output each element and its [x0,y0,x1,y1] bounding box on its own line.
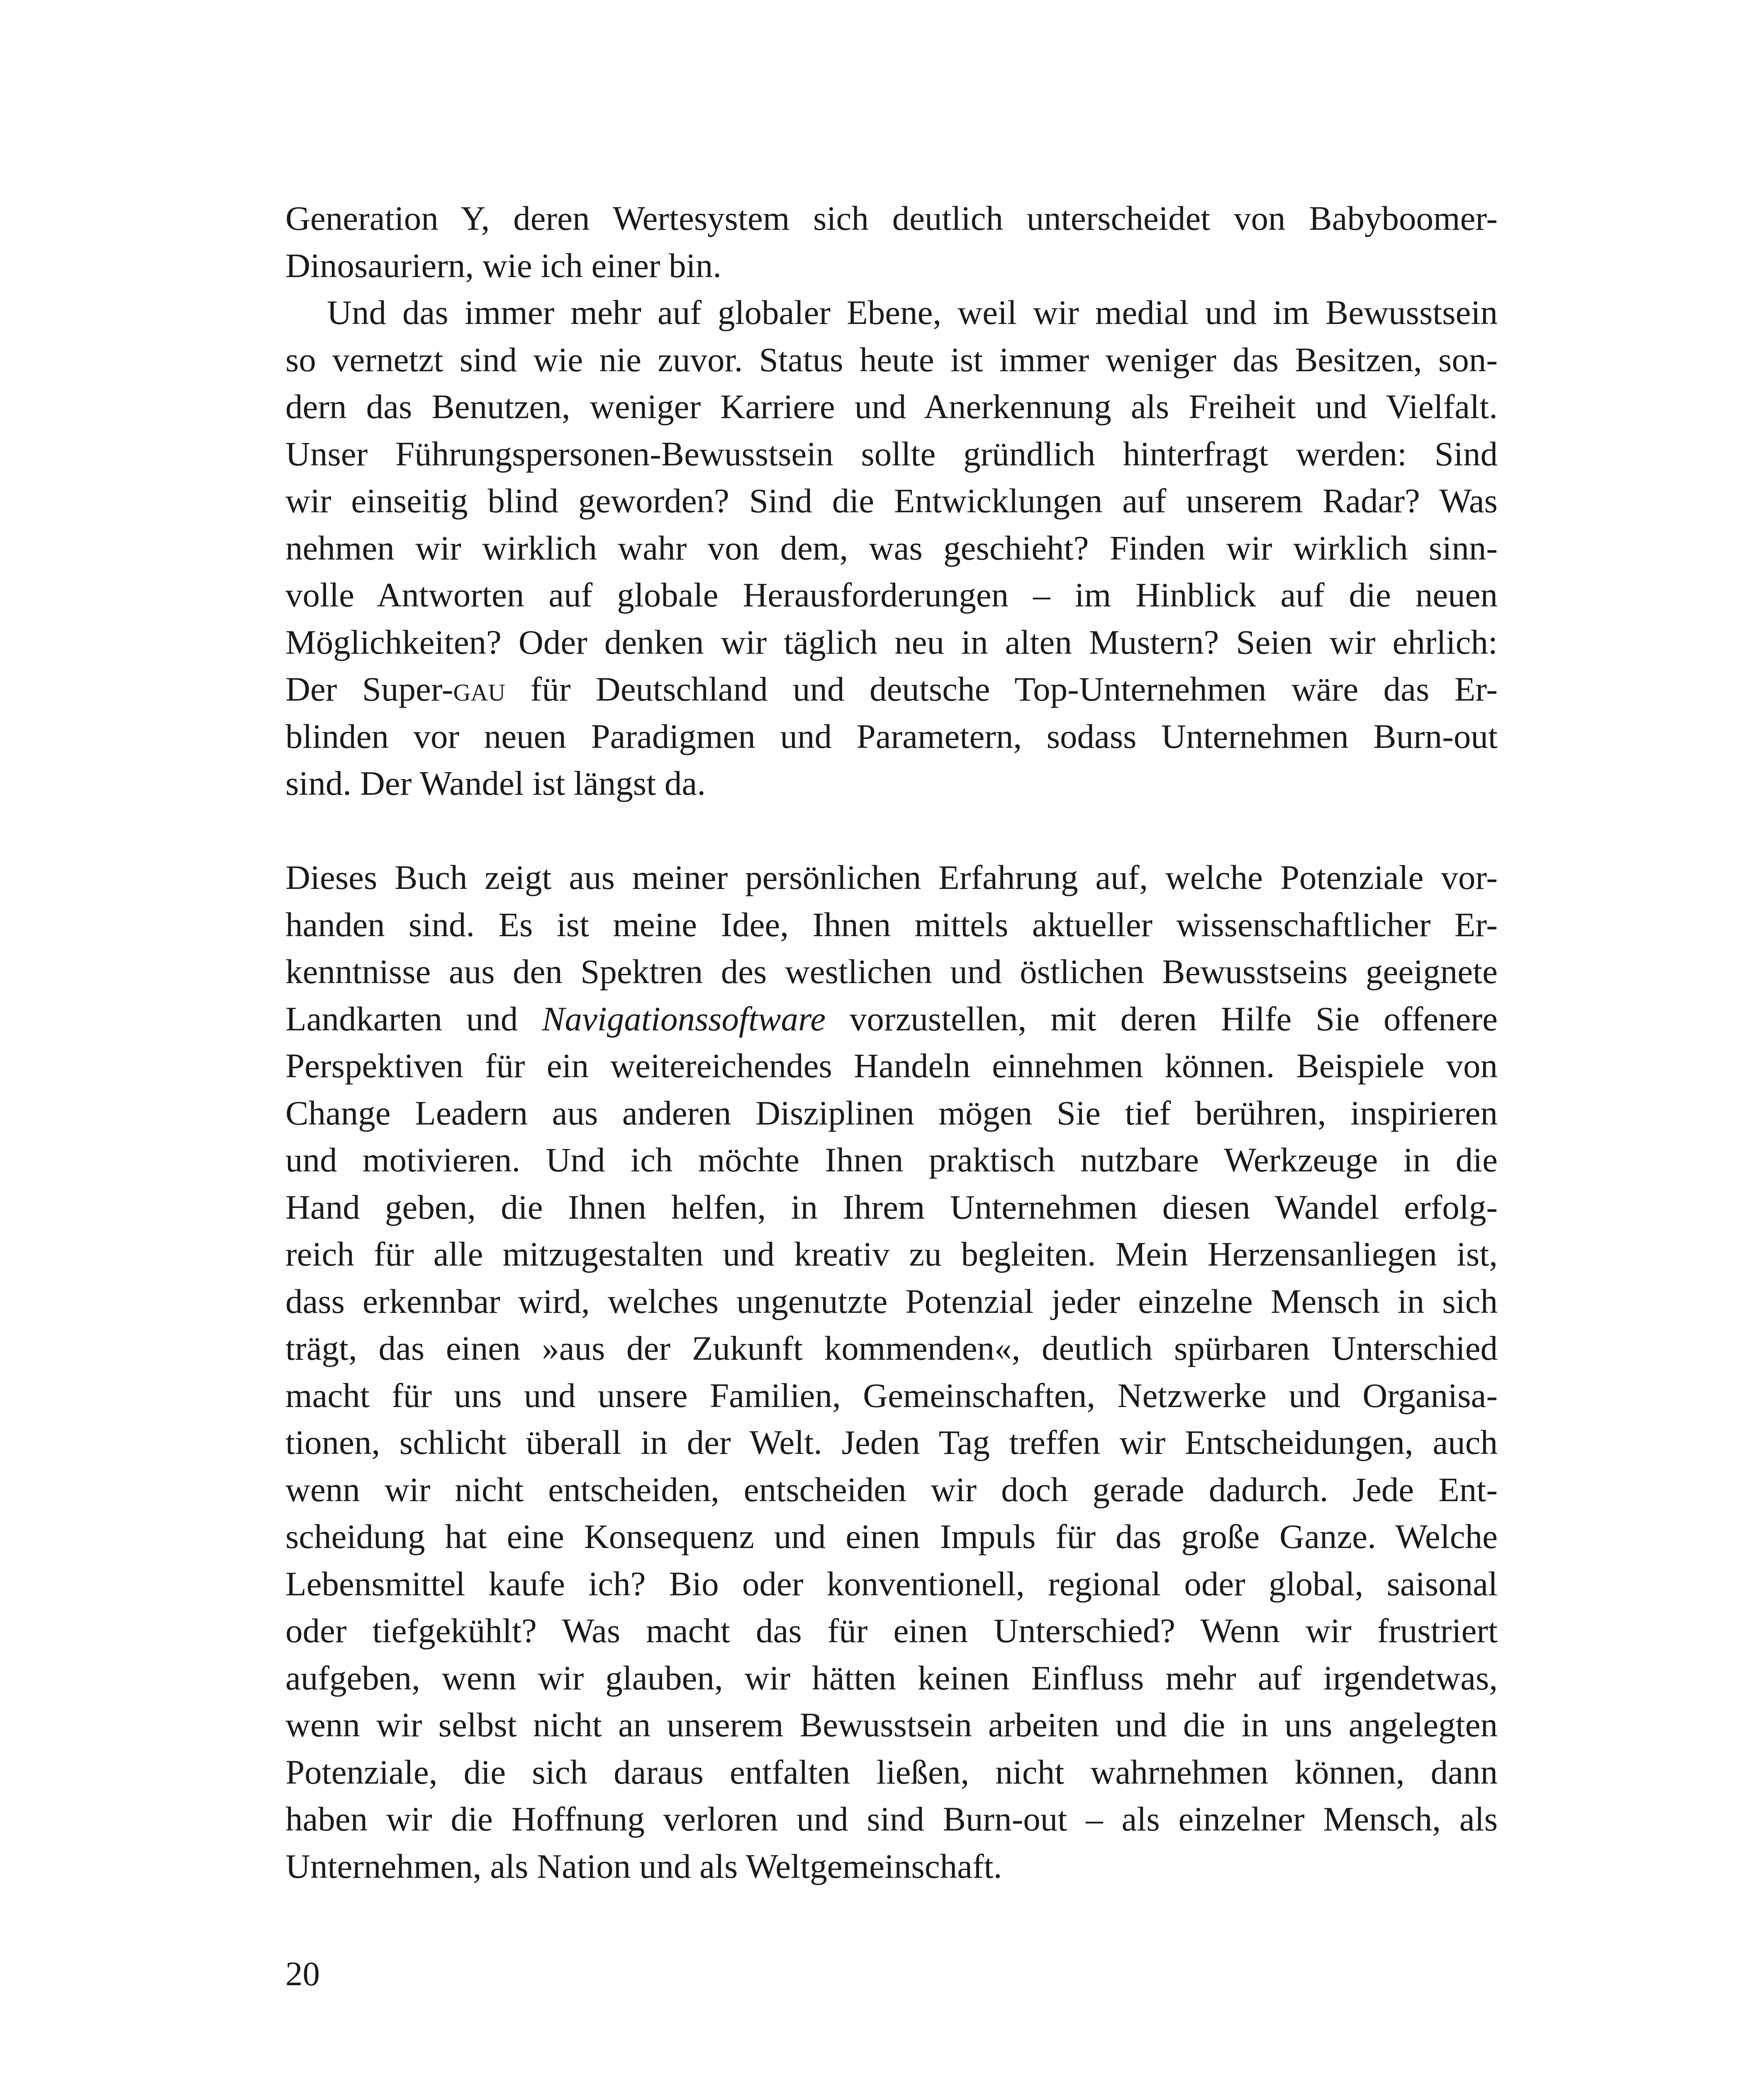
section-gap [285,807,1498,854]
text-line: Perspektiven für ein weitereichendes Handeln einnehmen können. Beispiele von [285,1047,1498,1085]
text-line: scheidung hat eine Konsequenz und einen Impuls für das große Ganze. Welche [285,1517,1498,1556]
text-line: so vernetzt sind wie nie zuvor. Status heute ist immer weniger das Besitzen, son- [285,340,1498,379]
text-fragment: vorzustellen, mit deren Hilfe Sie offenere [826,999,1498,1038]
text-line: kenntnisse aus den Spektren des westlichen und östlichen Bewusstseins geeignete [285,952,1498,991]
text-line: Dieses Buch zeigt aus meiner persönlichen Erfahrung auf, welche Potenziale vor- [285,858,1498,896]
text-line: Unternehmen, als Nation und als Weltgemeinschaft. [285,1847,1002,1885]
text-line [285,666,1498,713]
page-number: 20 [285,1955,320,1993]
text-line: wir einseitig blind geworden? Sind die Entwicklungen auf unserem Radar? Was [285,482,1498,520]
text-line: dern das Benutzen, weniger Karriere und Anerkennung als Freiheit und Vielfalt. [285,387,1498,426]
text-line: nehmen wir wirklich wahr von dem, was geschieht? Finden wir wirklich sinn- [285,528,1498,567]
text-fragment: Der Super- [285,670,453,708]
text-line: blinden vor neuen Paradigmen und Parametern, sodass Unternehmen Burn-out [285,717,1498,755]
text-line: macht für uns und unsere Familien, Gemeinschaften, Netzwerke und Organisa- [285,1376,1498,1414]
text-line: Change Leadern aus anderen Disziplinen mögen Sie tief berühren, inspirieren [285,1093,1498,1132]
text-line: wenn wir nicht entscheiden, entscheiden wir doch gerade dadurch. Jede Ent- [285,1470,1498,1509]
text-line: trägt, das einen »aus der Zukunft kommenden«, deutlich spürbaren Unterschied [285,1329,1498,1367]
text-line: Und das immer mehr auf globaler Ebene, weil wir medial und im Bewusstsein [327,293,1498,331]
text-line: Generation Y, deren Wertesystem sich deutlich unterscheidet von Babyboomer- [285,199,1498,237]
text-line: aufgeben, wenn wir glauben, wir hätten keinen Einfluss mehr auf irgendetwas, [285,1658,1498,1697]
text-line [285,996,1498,1043]
text-line: volle Antworten auf globale Herausforderungen – im Hinblick auf die neuen [285,576,1498,614]
text-line: Lebensmittel kaufe ich? Bio oder konventionell, regional oder global, saisonal [285,1564,1498,1603]
text-fragment: für Deutschland und deutsche Top-Unternehmen wäre das Er- [505,670,1498,708]
text-fragment: Landkarten und [285,999,542,1038]
paragraph [285,195,1498,289]
text-line: sind. Der Wandel ist längst da. [285,764,706,802]
text-line: Potenziale, die sich daraus entfalten ließen, nicht wahrnehmen können, dann [285,1753,1498,1791]
text-line: Hand geben, die Ihnen helfen, in Ihrem Unternehmen diesen Wandel erfolg- [285,1188,1498,1226]
paragraph [285,854,1498,1890]
text-line: oder tiefgekühlt? Was macht das für einen Unterschied? Wenn wir frustriert [285,1611,1498,1650]
text-line: reich für alle mitzugestalten und kreativ zu begleiten. Mein Herzensanliegen ist, [285,1235,1498,1273]
text-line: Möglichkeiten? Oder denken wir täglich neu in alten Mustern? Seien wir ehrlich: [285,623,1498,661]
text-line: wenn wir selbst nicht an unserem Bewusstsein arbeiten und die in uns angelegten [285,1706,1498,1744]
paragraph [285,289,1498,807]
text-line: haben wir die Hoffnung verloren und sind Burn-out – als einzelner Mensch, als [285,1800,1498,1838]
text-line: tionen, schlicht überall in der Welt. Jeden Tag treffen wir Entscheidungen, auch [285,1423,1498,1461]
text-line: handen sind. Es ist meine Idee, Ihnen mittels aktueller wissenschaftlicher Er- [285,905,1498,944]
text-line: und motivieren. Und ich möchte Ihnen praktisch nutzbare Werkzeuge in die [285,1141,1498,1179]
italic-term: Navigationssoftware [542,999,826,1038]
acronym-gau: gau [453,670,506,708]
text-line: dass erkennbar wird, welches ungenutzte Potenzial jeder einzelne Mensch in sich [285,1282,1498,1320]
text-line: Unser Führungspersonen-Bewusstsein sollte gründlich hinterfragt werden: Sind [285,434,1498,473]
body-text [285,195,1498,1890]
text-line: Dinosauriern, wie ich einer bin. [285,246,721,285]
